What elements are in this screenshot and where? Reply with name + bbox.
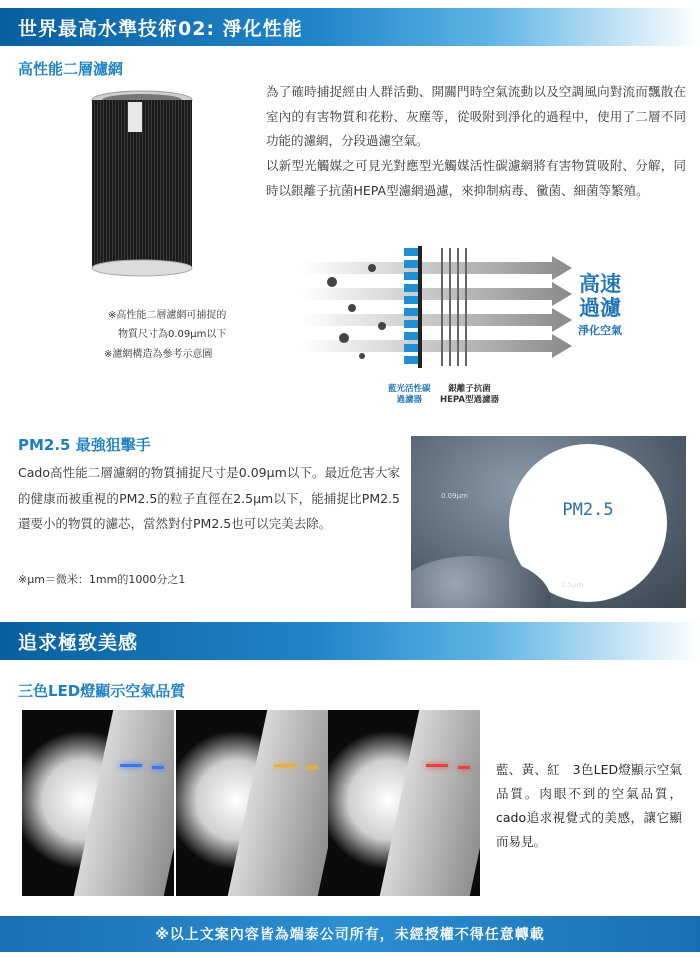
- section-title-2: 追求極致美感: [18, 632, 139, 654]
- filter-note-3: ※濾網構造為參考示意圖: [104, 349, 213, 360]
- footer-copyright: ※以上文案內容皆為端泰公司所有，未經授權不得任意轉載: [155, 927, 545, 943]
- label-hepa-filter: 銀離子抗菌 HEPA型過濾器: [440, 384, 499, 405]
- label-carbon-filter: 藍光活性碳 過濾器: [388, 384, 431, 405]
- filter-note-2: 物質尺寸為0.09μm以下: [118, 329, 227, 340]
- section-banner-aesthetics: [0, 622, 700, 660]
- led-image-blue: [22, 710, 174, 896]
- pm25-circle-label: PM2.5: [562, 500, 614, 520]
- subhead-pm25: PM2.5 最強狙擊手: [18, 436, 151, 454]
- pm25-paragraph: Cado高性能二層濾網的物質捕捉尺寸是0.09μm以下。最近危害大家的健康而被重視的PM2.5的粒子直徑在2.5μm以下，能捕捉比PM2.5還要小的物質的濾芯，當然對付PM2.5也可以完美去除。: [18, 465, 400, 531]
- section-title: 世界最高水準技術02: 淨化性能: [18, 18, 303, 40]
- filter-airflow-diagram: [292, 238, 692, 378]
- small-size-label: 0.09μm: [441, 492, 468, 500]
- pm25-note: ※μm＝微米：1mm的1000分之1: [18, 573, 186, 586]
- subhead-filter: 高性能二層濾網: [18, 60, 124, 78]
- filter-paragraph-2: 以新型光觸媒之可見光對應型光觸媒活性碳濾網將有害物質吸附、分解，同時以銀離子抗菌HEPA型濾網過濾，來抑制病毒、黴菌、細菌等繁殖。: [266, 158, 686, 198]
- section-banner-purification: [0, 8, 700, 46]
- led-image-yellow: [176, 710, 328, 896]
- large-size-label: 2.5μm: [561, 581, 584, 589]
- footer-banner: [0, 916, 700, 952]
- filter-image: [88, 90, 196, 278]
- filter-paragraph-1: 為了確時捕捉經由人群活動、開關門時空氣流動以及空調風向對流而飄散在室內的有害物質和花粉、灰塵等，從吸附到淨化的過程中，使用了二層不同功能的濾網，分段過濾空氣。: [266, 84, 686, 148]
- subhead-led: 三色LED燈顯示空氣品質: [18, 682, 186, 700]
- led-paragraph: 藍、黃、紅 3色LED燈顯示空氣品質。肉眼不到的空氣品質，cado追求視覺式的美感，讓它顯而易見。: [496, 762, 682, 849]
- high-speed-filter-label: 高速 過濾 淨化空氣: [578, 272, 622, 337]
- led-image-red: [328, 710, 480, 896]
- filter-note-1: ※高性能二層濾網可捕捉的: [108, 310, 227, 321]
- pm25-comparison-image: [411, 436, 686, 608]
